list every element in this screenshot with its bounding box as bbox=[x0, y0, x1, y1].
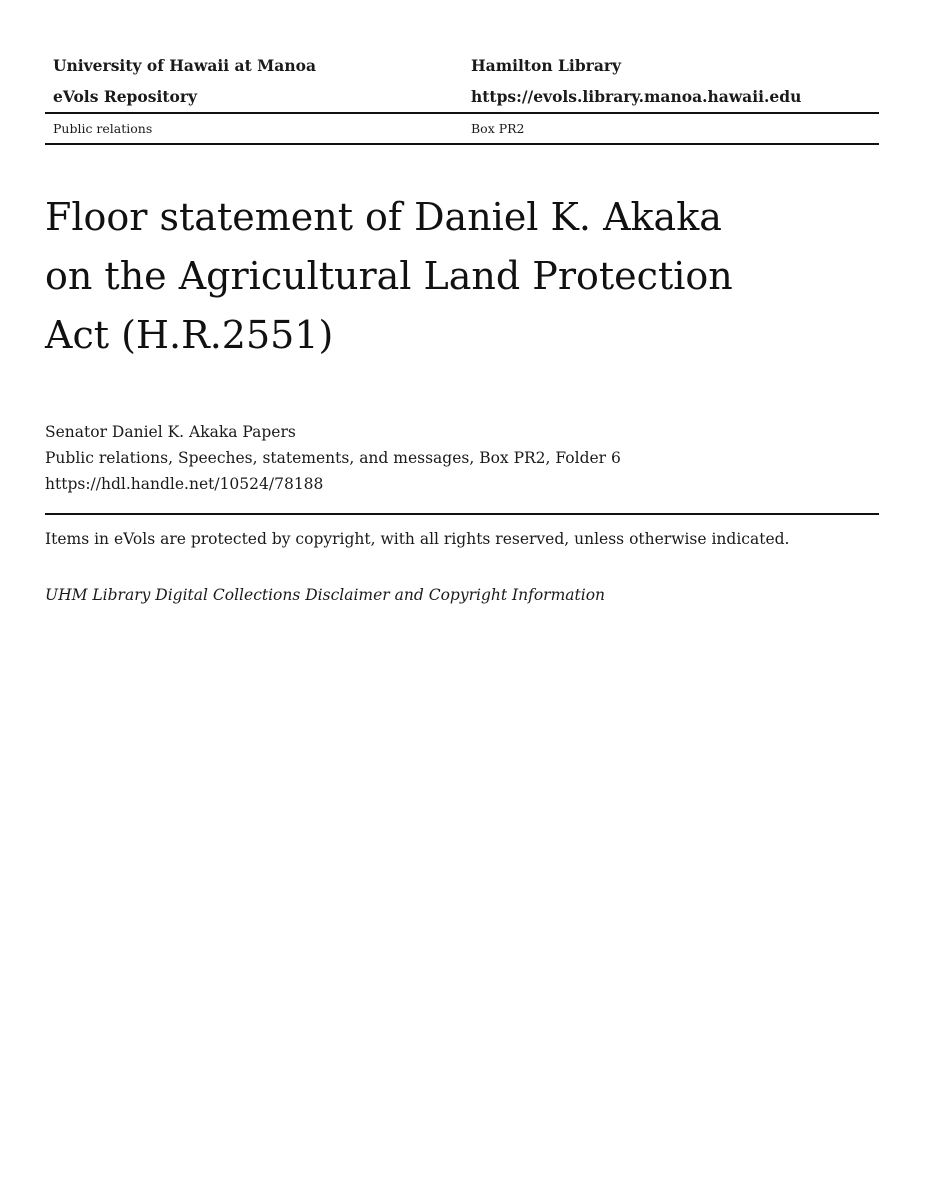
folder-location: Public relations, Speeches, statements, and messages, Box PR2, Folder 6 bbox=[45, 449, 621, 467]
title-line-1: Floor statement of Daniel K. Akaka bbox=[45, 195, 722, 239]
handle-link[interactable]: https://hdl.handle.net/10524/78188 bbox=[45, 475, 324, 493]
header-table bbox=[45, 50, 879, 145]
series-name: Public relations bbox=[53, 121, 153, 136]
header-row-1 bbox=[45, 50, 879, 81]
rights-statement: Items in eVols are protected by copyright, with all rights reserved, unless otherwise indicated. bbox=[45, 530, 790, 548]
disclaimer-link[interactable]: UHM Library Digital Collections Disclaimer and Copyright Information bbox=[45, 586, 606, 604]
library-name: Hamilton Library bbox=[471, 56, 622, 75]
collection-name: Senator Daniel K. Akaka Papers bbox=[45, 423, 296, 441]
document-title bbox=[45, 188, 805, 365]
document-metadata bbox=[45, 419, 621, 497]
box-label: Box PR2 bbox=[471, 121, 525, 136]
header-row-3 bbox=[45, 114, 879, 143]
repository-url: https://evols.library.manoa.hawaii.edu bbox=[471, 87, 802, 106]
section-divider bbox=[45, 513, 879, 515]
title-line-2: on the Agricultural Land Protection bbox=[45, 254, 733, 298]
institution-name: University of Hawaii at Manoa bbox=[53, 56, 316, 75]
title-line-3: Act (H.R.2551) bbox=[45, 313, 334, 357]
repository-name: eVols Repository bbox=[53, 87, 198, 106]
header-rule-bottom bbox=[45, 143, 879, 145]
header-row-2 bbox=[45, 81, 879, 112]
